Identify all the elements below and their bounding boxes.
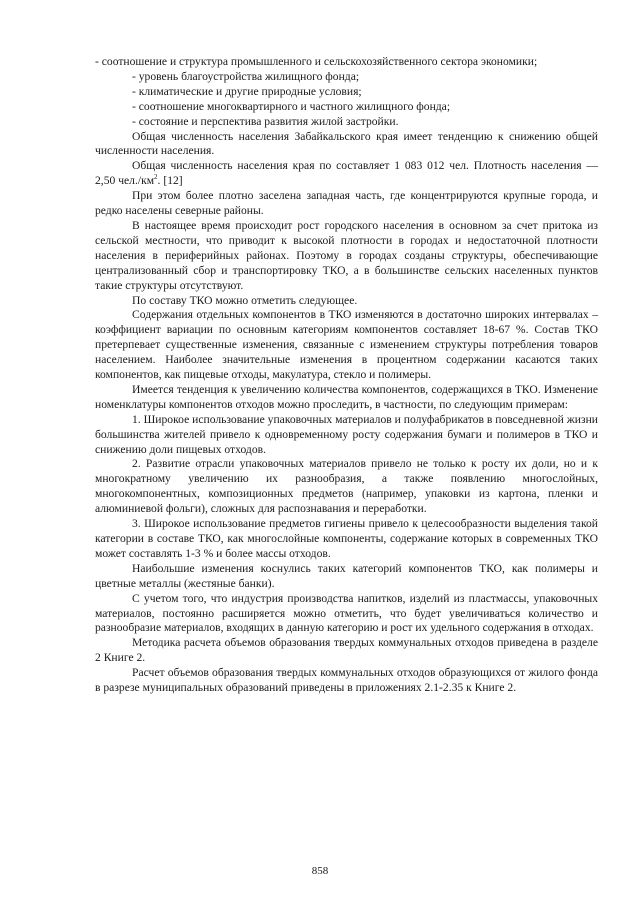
list-item: - соотношение многоквартирного и частного жилищного фонда; [132, 99, 451, 113]
paragraph: Расчет объемов образования твердых коммунальных отходов образующихся от жилого фонда в разрезе муниципальных образований приведены в приложениях 2.1-2.35 к Книге 2. [95, 666, 598, 695]
list-item: - соотношение и структура промышленного и сельскохозяйственного сектора экономики; [95, 55, 538, 68]
density-exponent: 2 [154, 173, 158, 182]
paragraph: При этом более плотно заселена западная часть, где концентрируются крупные города, и редко населены северные районы. [95, 189, 598, 218]
numbered-item: 1. Широкое использование упаковочных материалов и полуфабрикатов в повседневной жизни большинства жителей привело к одновременному росту содержания бумаги и полимеров в ТКО и снижению доли пищевых отходов. [95, 412, 598, 456]
page-number: 858 [311, 865, 329, 877]
paragraph: В настоящее время происходит рост городского населения в основном за счет притока из сельской местности, что приводит к высокой плотности в городах и недостаточной плотности населения в периферийных районах. Поэтому в городах созданы структуры, обеспечивающие централизованный сбор и транспортировку ТКО, а в большинстве сельских населенных пунктов такие структуры отсутствуют. [95, 218, 598, 292]
paragraph: С учетом того, что индустрия производства напитков, изделий из пластмассы, упаковочных материалов, постоянно расширяется можно отметить, что будет увеличиваться количество и разнообразие материалов, входящих в данную категорию и рост их удельного содержания в отходах. [95, 591, 598, 635]
population-reference: . [12] [157, 174, 183, 188]
numbered-item: 3. Широкое использование предметов гигиены привело к целесообразности выделения такой категории в составе ТКО, как многослойные компоненты, содержание которых в современных ТКО может составлять 1-3 % и более массы отходов. [95, 517, 598, 560]
document-body [95, 55, 598, 696]
paragraph: Наибольшие изменения коснулись таких категорий компонентов ТКО, как полимеры и цветные металлы (жестяные банки). [95, 561, 598, 590]
population-paragraph [95, 159, 598, 189]
paragraph: Имеется тенденция к увеличению количества компонентов, содержащихся в ТКО. Изменение номенклатуры компонентов отходов можно проследить, в частности, по следующим примерам: [95, 382, 598, 411]
list-item: - уровень благоустройства жилищного фонда; [132, 69, 360, 83]
list-item: - состояние и перспектива развития жилой застройки. [132, 114, 399, 128]
list-item: - климатические и другие природные условия; [132, 84, 362, 98]
paragraph: По составу ТКО можно отметить следующее. [132, 293, 358, 307]
paragraph: Общая численность населения Забайкальского края имеет тенденцию к снижению общей численности населения. [95, 129, 598, 158]
paragraph: Содержания отдельных компонентов в ТКО изменяются в достаточно широких интервалах – коэффициент вариации по основным категориям компонентов составляет 18-67 %. Состав ТКО претерпевает существенные изменения, связанные с изменением структуры потребления товаров населением. Наиболее значительные изменения в процентном содержании касаются таких компонентов, как пищевые отходы, макулатура, стекло и полимеры. [95, 308, 598, 382]
population-text: Общая численность населения края по составляет 1 083 012 чел. Плотность населения — 2,50 чел./км [95, 159, 598, 188]
numbered-item: 2. Развитие отрасли упаковочных материалов привело не только к росту их доли, но и к многократному увеличению их разнообразия, а также появлению многослойных, многокомпонентных, композиционных предметов (например, упаковки из картона, пленки и алюминиевой фольги), сложных для распознавания и переработки. [95, 457, 598, 516]
paragraph: Методика расчета объемов образования твердых коммунальных отходов приведена в разделе 2 Книге 2. [95, 636, 598, 665]
